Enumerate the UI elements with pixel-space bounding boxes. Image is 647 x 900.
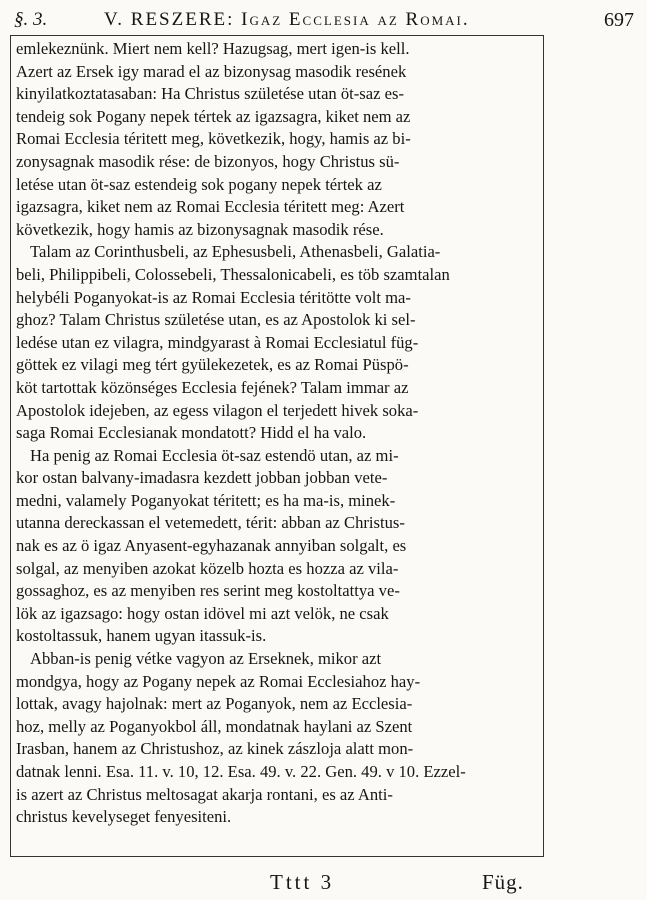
- text-line: zonysagnak masodik rése: de bizonyos, hogy Christus sü-: [16, 151, 400, 171]
- text-line: nak es az ö igaz Anyasent-egyhazanak annyiban solgalt, es: [16, 536, 407, 556]
- page-number: 697: [604, 9, 634, 31]
- text-line: göttek ez vilagi meg tért gyülekezetek, es az Romai Püspö-: [16, 355, 409, 375]
- running-head: V. RESZERE: Igaz Ecclesia az Romai.: [104, 9, 470, 30]
- text-line: letése utan öt-saz estendeig sok pogany nepek tértek az: [16, 174, 382, 194]
- text-line: Ha penig az Romai Ecclesia öt-saz estendö utan, az mi-: [30, 445, 399, 465]
- text-line: tendeig sok Pogany nepek tértek az igazsagra, kiket nem az: [16, 106, 411, 126]
- text-line: Irasban, hanem az Christushoz, az kinek zászloja alatt mon-: [16, 739, 414, 759]
- text-line: saga Romai Ecclesianak mondatott? Hidd el ha valo.: [16, 423, 367, 443]
- text-line: következik, hogy hamis az bizonysagnak masodik rése.: [16, 219, 384, 239]
- text-line: lök az igazsago: hogy ostan idövel mi azt velök, ne csak: [16, 603, 389, 623]
- section-mark: §. 3.: [14, 9, 48, 30]
- catchword: Füg.: [482, 870, 524, 894]
- text-line: solgal, az menyiben azokat közelb hozta es hozza az vila-: [16, 558, 399, 578]
- text-line: kostoltassuk, hanem ugyan itassuk-is.: [16, 626, 267, 646]
- signature-mark: Tttt 3: [270, 870, 335, 894]
- text-line: Azert az Ersek igy marad el az bizonysag masodik resének: [16, 61, 407, 81]
- text-line: datnak lenni. Esa. 11. v. 10, 12. Esa. 49. v. 22. Gen. 49. v 10. Ezzel-: [16, 762, 466, 781]
- text-line: lottak, avagy hajolnak: mert az Poganyok, nem az Ecclesia-: [16, 694, 413, 714]
- text-line: Romai Ecclesia téritett meg, következik, hogy, hamis az bi-: [16, 129, 411, 149]
- text-line: emlekeznünk. Miert nem kell? Hazugsag, mert igen-is kell.: [16, 39, 410, 58]
- text-line: is azert az Christus meltosagat akarja rontani, es az Anti-: [16, 784, 393, 804]
- text-line: ghoz? Talam Christus születése utan, es az Apostolok ki sel-: [16, 310, 416, 330]
- text-line: utanna dereckassan el vetemedett, térit: abban az Christus-: [16, 513, 405, 533]
- text-line: mondgya, hogy az Pogany nepek az Romai Ecclesiahoz hay-: [16, 671, 421, 691]
- paragraph: [16, 445, 540, 648]
- text-line: Abban-is penig vétke vagyon az Erseknek, mikor azt: [30, 649, 382, 669]
- text-line: gossaghoz, es az menyiben res serint meg kostoltattya ve-: [16, 581, 400, 601]
- text-line: Apostolok idejeben, az egess vilagon el terjedett hivek soka-: [16, 400, 419, 420]
- text-line: medni, valamely Poganyokat téritett; es ha ma-is, minek-: [16, 490, 396, 510]
- page-header: [14, 6, 634, 34]
- paragraph: [16, 241, 540, 444]
- page-footer: [0, 868, 647, 896]
- text-line: beli, Philippibeli, Colossebeli, Thessalonicabeli, es töb szamtalan: [16, 264, 450, 284]
- paragraph: [16, 648, 540, 829]
- text-line: igazsagra, kiket nem az Romai Ecclesia téritett meg: Azert: [16, 197, 405, 217]
- text-line: kinyilatkoztatasaban: Ha Christus születése utan öt-saz es-: [16, 84, 404, 104]
- text-line: hoz, melly az Poganyokbol áll, mondatnak haylani az Szent: [16, 716, 413, 736]
- text-line: kor ostan balvany-imadasra kezdett jobban jobban vete-: [16, 468, 388, 488]
- text-line: Talam az Corinthusbeli, az Ephesusbeli, Athenasbeli, Galatia-: [30, 242, 441, 262]
- text-line: ledése utan ez vilagra, mindgyarast à Romai Ecclesiatul füg-: [16, 332, 419, 352]
- paragraph: [16, 38, 540, 241]
- text-line: helybéli Poganyokat-is az Romai Ecclesia téritötte volt ma-: [16, 287, 411, 307]
- body-text: [16, 38, 540, 829]
- text-line: christus kevelyseget fenyesiteni.: [16, 807, 232, 827]
- text-line: köt tartottak közönséges Ecclesia fejének? Talam immar az: [16, 377, 409, 397]
